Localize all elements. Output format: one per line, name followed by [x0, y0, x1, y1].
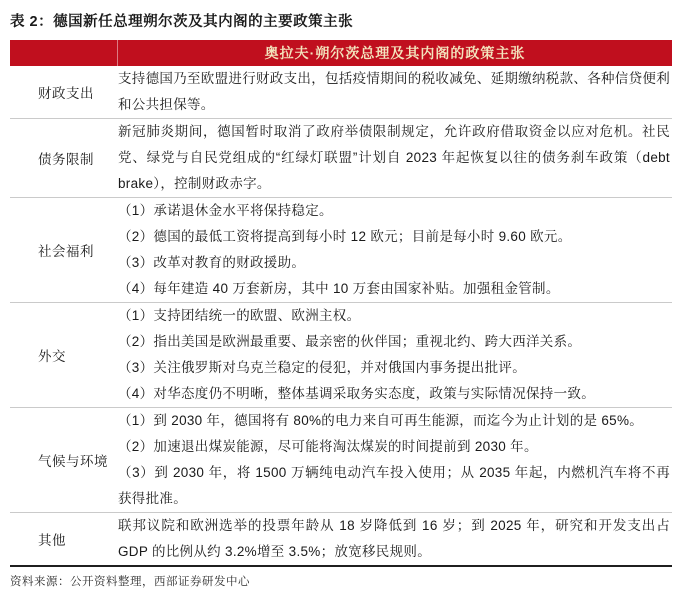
source-note: 资料来源：公开资料整理，西部证券研发中心 [10, 576, 250, 588]
content-cell [118, 408, 672, 512]
policy-item: （2）加速退出煤炭能源，尽可能将淘汰煤炭的时间提前到 2030 年。 [118, 439, 538, 454]
category-label: 社会福利 [38, 244, 94, 259]
policy-item: 支持德国乃至欧盟进行财政支出，包括疫情期间的税收减免、延期缴纳税款、各种信贷便利和公共担保等。 [118, 71, 670, 112]
policy-item: 新冠肺炎期间，德国暂时取消了政府举债限制规定，允许政府借取资金以应对危机。社民党、绿党与自民党组成的“红绿灯联盟”计划自 2023 年起恢复以往的债务刹车政策（debt brake），控制财政赤字。 [118, 124, 670, 191]
table-row [10, 408, 672, 513]
policy-item: （4）对华态度仍不明晰，整体基调采取务实态度，政策与实际情况保持一致。 [118, 386, 596, 401]
category-label: 财政支出 [38, 86, 94, 101]
table-title: 表 2：德国新任总理朔尔茨及其内阁的主要政策主张 [10, 14, 354, 30]
table-header-row [10, 40, 672, 66]
category-label: 其他 [38, 533, 66, 548]
table-row [10, 198, 672, 303]
header-category-cell [10, 40, 118, 66]
header-title: 奥拉夫·朔尔茨总理及其内阁的政策主张 [264, 45, 526, 61]
policy-item: （2）德国的最低工资将提高到每小时 12 欧元；目前是每小时 9.60 欧元。 [118, 229, 572, 244]
policy-item: （1）到 2030 年，德国将有 80%的电力来自可再生能源，而迄今为止计划的是 65%。 [118, 413, 644, 428]
content-cell [118, 513, 672, 565]
category-label: 气候与环境 [38, 454, 108, 469]
content-cell [118, 198, 672, 302]
table-row [10, 303, 672, 408]
category-label: 债务限制 [38, 152, 94, 167]
content-cell [118, 66, 672, 118]
policy-item: （1）承诺退休金水平将保持稳定。 [118, 203, 333, 218]
content-cell [118, 119, 672, 197]
policy-table-body [10, 66, 672, 567]
policy-item: （3）关注俄罗斯对乌克兰稳定的侵犯，并对俄国内事务提出批评。 [118, 360, 527, 375]
policy-item: （1）支持团结统一的欧盟、欧洲主权。 [118, 308, 361, 323]
policy-item: 联邦议院和欧洲选举的投票年龄从 18 岁降低到 16 岁；到 2025 年，研究和开发支出占 GDP 的比例从约 3.2%增至 3.5%；放宽移民规则。 [118, 518, 670, 559]
category-label: 外交 [38, 349, 66, 364]
policy-item: （3）到 2030 年，将 1500 万辆纯电动汽车投入使用；从 2035 年起，内燃机汽车将不再获得批准。 [118, 465, 670, 506]
table-row [10, 119, 672, 198]
policy-item: （3）改革对教育的财政援助。 [118, 255, 306, 270]
table-row [10, 513, 672, 565]
table-row [10, 66, 672, 119]
policy-item: （4）每年建造 40 万套新房，其中 10 万套由国家补贴。加强租金管制。 [118, 281, 560, 296]
policy-item: （2）指出美国是欧洲最重要、最亲密的伙伴国；重视北约、跨大西洋关系。 [118, 334, 582, 349]
policy-table [10, 40, 672, 567]
content-cell [118, 303, 672, 407]
